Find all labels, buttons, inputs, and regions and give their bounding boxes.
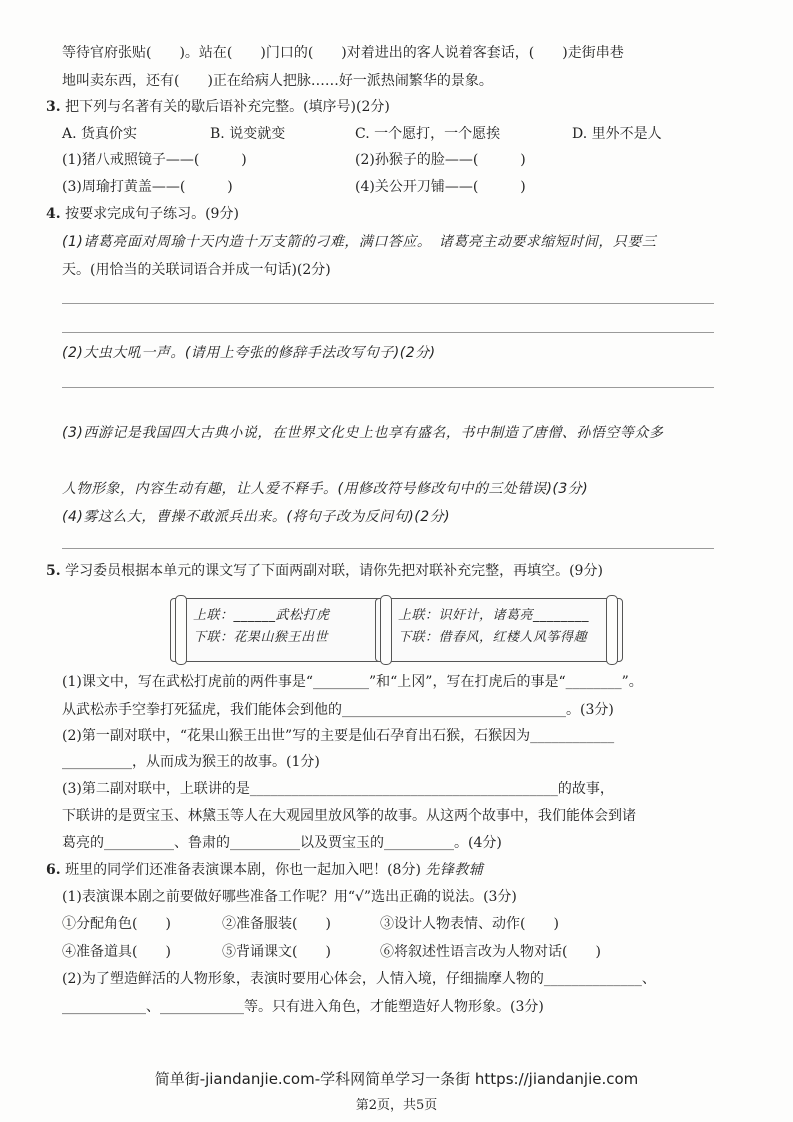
q5-s3-line-3: 葛亮的__________、鲁肃的__________以及贾宝玉的__________。(4分) <box>62 835 502 851</box>
q5-s3-line-2: 下联讲的是贾宝玉、林黛玉等人在大观园里放风筝的故事。从这两个故事中，我们能体会到诸 <box>62 808 636 824</box>
q6-s1: (1)表演课本剧之前要做好哪些准备工作呢？用“√”选出正确的说法。(3分) <box>62 889 517 905</box>
q6-opt-2: ②准备服装( ) <box>222 916 331 932</box>
q3-item-1: (1)猪八戒照镜子——( ) <box>62 152 247 168</box>
q6-handwritten-note: 先锋教辅 <box>425 862 484 878</box>
q4-s3-line-2: 人物形象，内容生动有趣，让人爱不释手。(用修改符号修改句中的三处错误)(3分) <box>62 481 589 497</box>
answer-line[interactable] <box>62 548 714 549</box>
couplet-scroll-2 <box>375 598 623 662</box>
couplet-2-lower: 下联：借春风，红楼人风筝得趣 <box>398 630 588 645</box>
q3-option-c: C. 一个愿打，一个愿挨 <box>355 126 501 142</box>
q3-title: 把下列与名著有关的歇后语补充完整。(填序号)(2分) <box>65 99 390 115</box>
answer-line[interactable] <box>62 303 714 304</box>
q5-s1-line-1: (1)课文中，写在武松打虎前的两件事是“________”和“上冈”，写在打虎后的事是“________”。 <box>62 674 643 690</box>
q5-title: 学习委员根据本单元的课文写了下面两副对联，请你先把对联补充完整，再填空。(9分) <box>65 563 603 579</box>
top-line-1: 等待官府张贴( )。站在( )门口的( )对着进出的客人说着客套话，( )走街串巷 <box>62 45 624 61</box>
q6-heading <box>46 860 483 880</box>
q6-title: 班里的同学们还准备表演课本剧，你也一起加入吧！(8分) <box>65 862 421 878</box>
q5-s2-line-2: __________，从而成为猴王的故事。(1分) <box>62 754 320 770</box>
q4-number: 4. <box>46 206 61 222</box>
q5-number: 5. <box>46 563 61 579</box>
answer-line[interactable] <box>62 387 714 388</box>
couplet-scroll-1 <box>170 598 382 662</box>
answer-line[interactable] <box>62 332 714 333</box>
q5-s2-line-1: (2)第一副对联中，“花果山猴王出世”写的主要是仙石孕育出石猴，石猴因为____________ <box>62 728 615 744</box>
q4-s1-line-1: (1)诸葛亮面对周瑜十天内造十万支箭的刁难，满口答应。 诸葛亮主动要求缩短时间，只要三 <box>62 234 657 250</box>
q3-option-b: B. 说变就变 <box>210 126 286 142</box>
footer-page-number: 第2页，共5页 <box>355 1098 438 1113</box>
q4-s2: (2)大虫大吼一声。(请用上夸张的修辞手法改写句子)(2分) <box>62 345 436 361</box>
couplet-2-upper: 上联：识奸计，诸葛亮________ <box>398 608 590 623</box>
q6-s2-line-2: ____________、____________等。只有进入角色，才能塑造好人物形象。(3分) <box>62 999 544 1015</box>
q5-s3-line-1: (3)第二副对联中，上联讲的是____________________________________________的故事， <box>62 781 614 797</box>
q3-item-3: (3)周瑜打黄盖——( ) <box>62 179 233 195</box>
q6-opt-5: ⑤背诵课文( ) <box>222 944 331 960</box>
q4-title: 按要求完成句子练习。(9分) <box>65 206 239 222</box>
q5-s1-line-2: 从武松赤手空拳打死猛虎，我们能体会到他的________________________________。(3分) <box>62 702 614 718</box>
q3-option-d: D. 里外不是人 <box>572 126 662 142</box>
q5-heading <box>46 561 603 581</box>
footer-site: 简单街-jiandanjie.com-学科网简单学习一条街 https://jiandanjie.com <box>154 1070 639 1088</box>
q6-number: 6. <box>46 862 61 878</box>
q3-number: 3. <box>46 99 61 115</box>
q3-option-a: A. 货真价实 <box>62 126 138 142</box>
couplet-1-upper: 上联：______武松打虎 <box>193 608 330 623</box>
q4-heading <box>46 204 239 224</box>
q3-item-2: (2)孙猴子的脸——( ) <box>355 152 526 168</box>
scroll-roll <box>175 595 187 665</box>
q6-opt-3: ③设计人物表情、动作( ) <box>380 916 559 932</box>
scroll-roll <box>380 595 392 665</box>
q4-s1-line-2: 天。(用恰当的关联词语合并成一句话)(2分) <box>62 262 331 278</box>
q6-s2-line-1: (2)为了塑造鲜活的人物形象，表演时要用心体会，人情入境，仔细揣摩人物的______________、 <box>62 971 656 987</box>
q6-opt-1: ①分配角色( ) <box>62 916 171 932</box>
scroll-roll <box>606 595 618 665</box>
top-line-2: 地叫卖东西，还有( )正在给病人把脉……好一派热闹繁华的景象。 <box>62 73 493 89</box>
q6-opt-4: ④准备道具( ) <box>62 944 171 960</box>
q4-s4: (4)雾这么大，曹操不敢派兵出来。(将句子改为反问句)(2分) <box>62 509 451 525</box>
couplet-1-lower: 下联：花果山猴王出世 <box>193 630 329 645</box>
q4-s3-line-1: (3)西游记是我国四大古典小说，在世界文化史上也享有盛名，书中制造了唐僧、孙悟空等众多 <box>62 425 664 441</box>
q6-opt-6: ⑥将叙述性语言改为人物对话( ) <box>380 944 601 960</box>
q3-heading <box>46 97 390 117</box>
q3-item-4: (4)关公开刀铺——( ) <box>355 179 526 195</box>
